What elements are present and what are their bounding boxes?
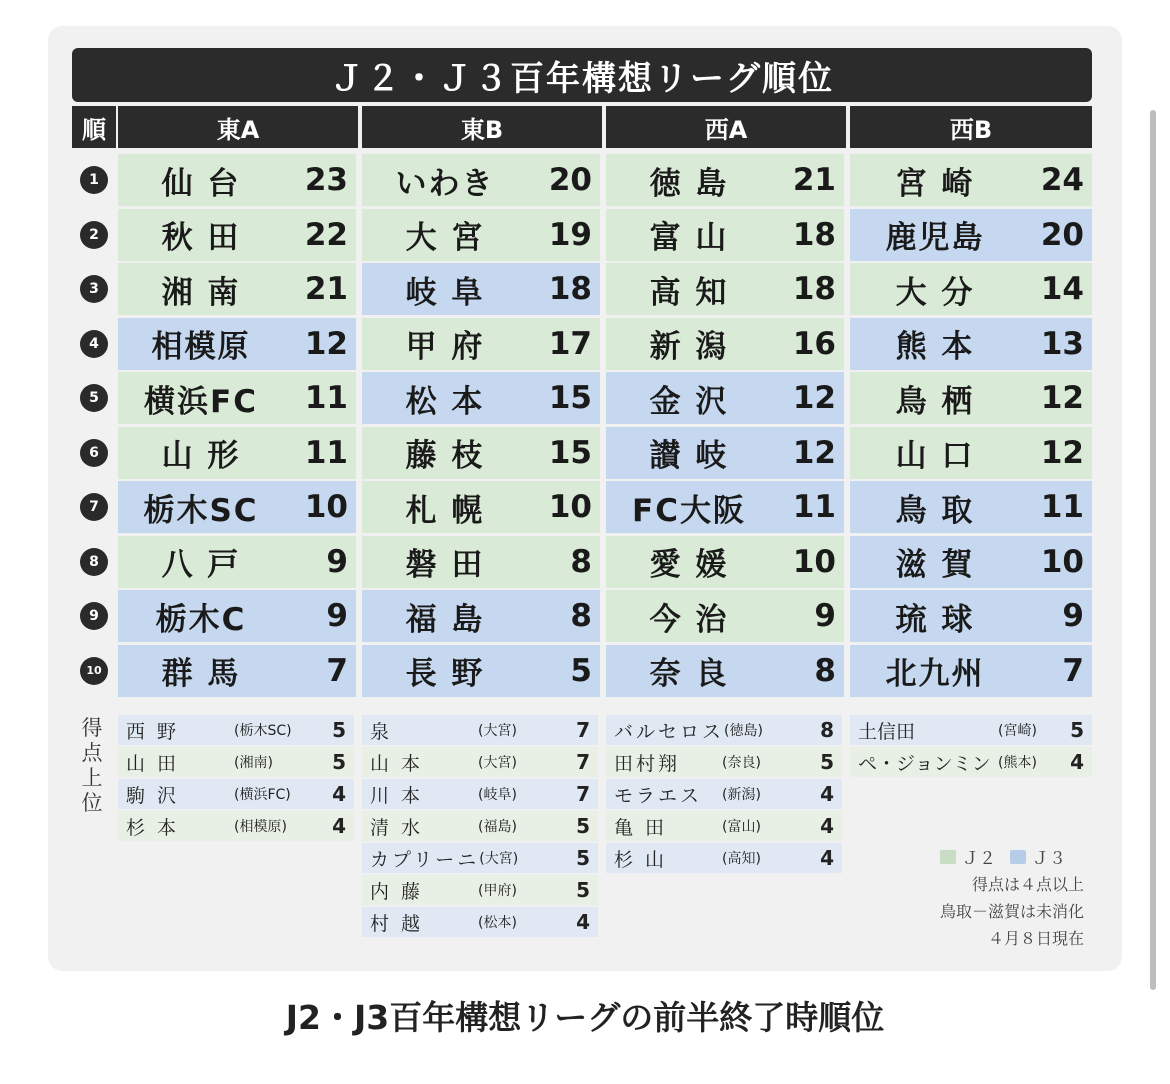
standing-row	[850, 645, 1092, 697]
team-name: 山 形	[161, 438, 241, 474]
team-name: 山 口	[895, 438, 975, 474]
team-name: 長 野	[405, 656, 485, 692]
team-name: 鳥 取	[895, 492, 975, 529]
scorer-row	[118, 747, 354, 777]
team-name: 札 幌	[405, 492, 485, 529]
standing-row	[118, 481, 356, 533]
scorer-name: 川 本	[370, 784, 424, 807]
standing-row	[118, 263, 356, 315]
scorer-goals: 5	[332, 750, 346, 774]
team-points: 11	[304, 380, 348, 416]
rank-badge: 9	[80, 602, 108, 630]
team-name: 奈 良	[649, 656, 729, 692]
standing-row	[606, 590, 844, 642]
team-name: 北九州	[885, 656, 985, 692]
team-name: FC大阪	[632, 492, 746, 529]
team-points: 15	[548, 380, 592, 416]
scorer-club: (熊本)	[998, 755, 1037, 771]
rank-badge: 1	[80, 166, 108, 194]
scorer-goals: 7	[576, 782, 590, 806]
scorer-name: 駒 沢	[126, 784, 180, 807]
scorer-row	[362, 843, 598, 873]
team-points: 23	[304, 162, 348, 198]
standing-row	[606, 481, 844, 533]
standing-row	[850, 481, 1092, 533]
scorer-club: (奈良)	[722, 755, 761, 771]
scorer-goals: 5	[1070, 718, 1084, 742]
scorer-row	[606, 715, 842, 745]
scorer-club: (湘南)	[234, 755, 273, 771]
scorer-row	[606, 779, 842, 809]
team-points: 5	[570, 652, 592, 689]
team-points: 8	[570, 598, 592, 634]
team-points: 9	[814, 598, 836, 634]
note-scorer-threshold: 得点は４点以上	[971, 875, 1084, 894]
scorer-name: 田村翔	[614, 752, 681, 775]
team-name: 秋 田	[161, 220, 241, 256]
team-name: 滋 賀	[895, 547, 975, 583]
standing-row	[850, 318, 1092, 370]
team-name: 今 治	[649, 601, 729, 638]
standing-row	[362, 536, 600, 588]
team-points: 12	[1040, 380, 1084, 416]
rank-badge: 2	[80, 221, 108, 249]
scorer-club: (甲府)	[478, 883, 517, 899]
team-points: 20	[1040, 216, 1084, 253]
standing-row	[606, 154, 844, 206]
standing-row	[362, 481, 600, 533]
scorer-goals: 7	[576, 750, 590, 774]
team-points: 10	[304, 489, 348, 525]
scorer-club: (栃木SC)	[234, 723, 292, 739]
standing-row	[850, 209, 1092, 261]
scorer-row	[362, 875, 598, 905]
standing-row	[606, 427, 844, 479]
standing-row	[850, 536, 1092, 588]
team-name: 徳 島	[649, 165, 729, 202]
team-points: 7	[326, 652, 348, 689]
scorer-name: バルセロス	[614, 720, 725, 743]
team-points: 9	[326, 543, 348, 580]
scorer-row	[118, 715, 354, 745]
team-name: 熊 本	[895, 329, 975, 365]
team-name: 鹿児島	[885, 220, 985, 256]
team-name: 讃 岐	[649, 438, 729, 474]
team-points: 12	[792, 434, 836, 471]
team-points: 18	[792, 216, 836, 253]
page-scrollbar[interactable]	[1150, 110, 1156, 990]
team-points: 12	[304, 325, 348, 362]
team-name: 相模原	[151, 329, 251, 365]
team-name: 大 宮	[405, 220, 485, 256]
team-name: 磐 田	[405, 547, 485, 583]
scorer-goals: 7	[576, 718, 590, 742]
legend-j3-label: Ｊ３	[1032, 849, 1066, 869]
scorer-row	[118, 779, 354, 809]
scorer-row	[118, 811, 354, 841]
image-caption: J2・J3百年構想リーグの前半終了時順位	[285, 998, 885, 1037]
rank-badge: 8	[80, 548, 108, 576]
scorer-row	[362, 811, 598, 841]
team-points: 21	[304, 271, 348, 307]
team-points: 13	[1040, 325, 1084, 362]
scorer-club: (相模原)	[234, 819, 287, 835]
standing-row	[850, 263, 1092, 315]
scorer-row	[606, 811, 842, 841]
scorer-goals: 4	[820, 814, 834, 838]
scorer-goals: 5	[576, 878, 590, 902]
team-name: 仙 台	[161, 165, 241, 202]
standing-row	[362, 263, 600, 315]
scorer-goals: 4	[820, 782, 834, 806]
team-name: 群 馬	[161, 656, 241, 692]
scorer-club: (横浜FC)	[234, 787, 291, 803]
scorer-name: 西 野	[126, 720, 180, 743]
team-name: 甲 府	[405, 329, 485, 365]
team-points: 12	[792, 380, 836, 416]
team-points: 18	[792, 271, 836, 307]
standing-row	[362, 645, 600, 697]
scorer-name: 内 藤	[370, 880, 424, 903]
team-points: 11	[1040, 489, 1084, 525]
standing-row	[606, 263, 844, 315]
standing-row	[362, 427, 600, 479]
scorer-name: 杉 山	[614, 848, 668, 871]
team-name: 新 潟	[649, 329, 729, 365]
team-name: 福 島	[405, 601, 485, 638]
standing-row	[362, 154, 600, 206]
scorer-name: 村 越	[370, 912, 424, 935]
scorer-club: (大宮)	[478, 755, 517, 771]
team-name: 高 知	[649, 274, 729, 311]
team-name: 湘 南	[161, 274, 241, 311]
note-postponed-match: 鳥取－滋賀は未消化	[939, 902, 1084, 921]
scorer-club: (福島)	[478, 819, 517, 835]
team-name: いわき	[395, 165, 495, 202]
group-header: 東A	[118, 106, 358, 148]
team-points: 20	[548, 162, 592, 198]
scorer-club: (松本)	[478, 915, 517, 931]
team-points: 11	[792, 489, 836, 525]
scorer-goals: 4	[576, 910, 590, 934]
scorer-name: 杉 本	[126, 816, 180, 839]
standing-row	[118, 427, 356, 479]
team-name: 鳥 栖	[895, 383, 975, 420]
standing-row	[118, 536, 356, 588]
note-as-of-date: ４月８日現在	[987, 929, 1084, 948]
group-header: 西A	[606, 106, 846, 148]
standing-row	[118, 590, 356, 642]
scorer-row	[362, 907, 598, 937]
rank-badge: 3	[80, 275, 108, 303]
standing-row	[606, 372, 844, 424]
team-name: 岐 阜	[405, 274, 485, 311]
scorer-club: (岐阜)	[478, 787, 517, 803]
scorers-label-char: 点	[81, 741, 103, 765]
scorer-goals: 4	[820, 846, 834, 870]
scorer-name: 亀 田	[614, 816, 668, 839]
team-points: 18	[548, 271, 592, 307]
team-points: 10	[548, 489, 592, 525]
scorers-label	[78, 716, 106, 816]
standing-row	[118, 209, 356, 261]
standing-row	[118, 645, 356, 697]
standing-row	[362, 590, 600, 642]
team-name: 八 戸	[161, 547, 241, 583]
team-points: 7	[1062, 652, 1084, 689]
scorer-club: (大宮)	[479, 851, 519, 867]
rank-badge: 5	[80, 384, 108, 412]
legend	[940, 844, 1066, 869]
standing-row	[362, 318, 600, 370]
rank-badge: 6	[80, 439, 108, 467]
scorers-label-char: 得	[81, 716, 103, 740]
scorer-row	[362, 779, 598, 809]
team-name: 大 分	[895, 274, 975, 311]
team-points: 9	[326, 598, 348, 634]
scorer-name: 土信田	[858, 720, 916, 743]
team-points: 11	[304, 434, 348, 471]
team-points: 15	[548, 434, 592, 471]
scorer-club: (徳島)	[724, 723, 763, 739]
legend-j2-label: Ｊ２	[962, 849, 996, 869]
scorer-goals: 5	[332, 718, 346, 742]
scorer-club: (高知)	[722, 851, 761, 867]
group-header: 西B	[850, 106, 1092, 148]
table-title: Ｊ２・Ｊ３百年構想リーグ順位	[72, 48, 1092, 102]
rank-badge: 7	[80, 493, 108, 521]
rank-header: 順	[72, 106, 116, 148]
standing-row	[850, 154, 1092, 206]
scorer-row	[850, 747, 1092, 777]
scorer-club: (富山)	[722, 819, 761, 835]
scorer-club: (大宮)	[478, 723, 517, 739]
team-name: 金 沢	[649, 383, 729, 420]
standing-row	[118, 372, 356, 424]
team-name: 横浜FC	[144, 383, 258, 420]
team-points: 17	[548, 325, 592, 362]
team-points: 16	[792, 325, 836, 362]
scorer-row	[606, 747, 842, 777]
scorer-row	[606, 843, 842, 873]
scorer-name: ペ・ジョンミン	[858, 752, 991, 775]
team-points: 9	[1062, 598, 1084, 634]
standing-row	[850, 427, 1092, 479]
team-points: 12	[1040, 434, 1084, 471]
scorer-name: 清 水	[370, 816, 424, 839]
scorer-goals: 4	[332, 782, 346, 806]
standing-row	[850, 372, 1092, 424]
scorer-goals: 4	[332, 814, 346, 838]
scorer-goals: 5	[576, 814, 590, 838]
rank-badge: 4	[80, 330, 108, 358]
scorer-goals: 5	[820, 750, 834, 774]
team-points: 14	[1040, 271, 1084, 307]
scorer-goals: 5	[576, 846, 590, 870]
scorer-name: 山 田	[126, 752, 180, 775]
scorer-goals: 8	[820, 718, 834, 742]
team-name: 愛 媛	[649, 547, 729, 583]
team-name: 琉 球	[895, 601, 975, 638]
standing-row	[362, 209, 600, 261]
standing-row	[606, 536, 844, 588]
team-points: 8	[570, 543, 592, 580]
team-points: 10	[792, 543, 836, 580]
scorer-name: モラエス	[614, 784, 703, 807]
team-name: 宮 崎	[895, 165, 975, 202]
scorer-row	[850, 715, 1092, 745]
team-points: 8	[814, 652, 836, 689]
scorer-club: (宮崎)	[998, 723, 1037, 739]
j2-swatch-icon	[940, 850, 956, 864]
scorer-club: (新潟)	[722, 787, 761, 803]
scorer-name: 山 本	[370, 752, 424, 775]
team-name: 栃木SC	[143, 492, 259, 529]
standing-row	[118, 154, 356, 206]
team-name: 松 本	[405, 383, 485, 420]
scorer-goals: 4	[1070, 750, 1084, 774]
team-points: 24	[1040, 162, 1084, 198]
team-name: 栃木C	[155, 601, 247, 638]
team-points: 21	[792, 162, 836, 198]
scorers-label-char: 位	[81, 791, 103, 815]
scorer-row	[362, 747, 598, 777]
standing-row	[606, 645, 844, 697]
standing-row	[850, 590, 1092, 642]
scorer-row	[362, 715, 598, 745]
standing-row	[606, 318, 844, 370]
team-name: 富 山	[649, 220, 729, 256]
standing-row	[118, 318, 356, 370]
scorer-name: 泉	[370, 720, 393, 743]
team-points: 10	[1040, 543, 1084, 580]
standing-row	[362, 372, 600, 424]
scorer-name: カプリーニ	[370, 848, 480, 871]
team-points: 22	[304, 216, 348, 253]
team-points: 19	[548, 216, 592, 253]
team-name: 藤 枝	[405, 438, 485, 474]
scorers-label-char: 上	[81, 766, 103, 790]
j3-swatch-icon	[1010, 850, 1026, 864]
rank-badge: 10	[80, 657, 108, 685]
standing-row	[606, 209, 844, 261]
group-header: 東B	[362, 106, 602, 148]
